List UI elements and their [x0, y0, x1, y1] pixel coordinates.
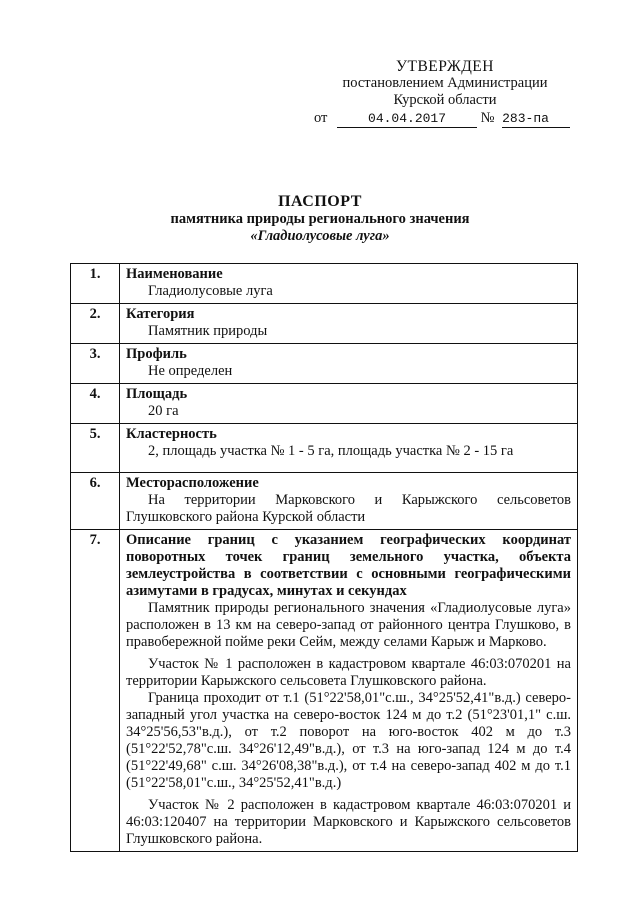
row-heading: Категория [126, 306, 195, 322]
row-value: 2, площадь участка № 1 - 5 га, площадь участка № 2 - 15 га [148, 443, 514, 459]
document-title [0, 193, 640, 245]
approval-line-2: Курской области [393, 92, 497, 108]
table-row [71, 344, 578, 384]
passport-table [70, 263, 578, 852]
row-number: 1. [71, 264, 120, 304]
description-paragraph: Памятник природы регионального значения «Гладиолусовые луга» расположен в 13 км на северо-запад от районного центра Глушково, в правобережной пойме реки Сейм, между селами Карыж и Марково. [126, 600, 571, 650]
title-main: ПАСПОРТ [278, 193, 362, 210]
approval-number: 283-па [502, 110, 570, 128]
number-prefix: № [480, 110, 495, 126]
row-content [120, 473, 578, 530]
table-row [71, 384, 578, 424]
row-value: 20 га [148, 403, 179, 419]
description-paragraph: Участок № 1 расположен в кадастровом квартале 46:03:070201 на территории Карыжского сельсовета Глушковского района. [126, 656, 571, 689]
row-number: 4. [71, 384, 120, 424]
approval-dateline [300, 110, 590, 128]
row-heading: Месторасположение [126, 475, 259, 491]
row-value: Памятник природы [148, 323, 268, 339]
row-value: На территории Марковского и Карыжского сельсоветов Глушковского района Курской области [126, 492, 571, 525]
description-paragraph: Участок № 2 расположен в кадастровом квартале 46:03:070201 и 46:03:120407 на территории Марковского и Карыжского сельсоветов Глушковского района. [126, 797, 571, 847]
table-row [71, 264, 578, 304]
row-heading: Наименование [126, 266, 223, 282]
approval-heading: УТВЕРЖДЕН [396, 58, 494, 75]
table-row [71, 424, 578, 473]
row-number: 2. [71, 304, 120, 344]
row-number: 6. [71, 473, 120, 530]
row-content [120, 424, 578, 473]
row-content [120, 264, 578, 304]
row-content [120, 344, 578, 384]
row-heading: Профиль [126, 346, 187, 362]
approval-line-1: постановлением Администрации [342, 75, 548, 91]
date-prefix: от [314, 110, 328, 126]
row-value: Не определен [148, 363, 233, 379]
row-number: 5. [71, 424, 120, 473]
row-heading: Площадь [126, 386, 188, 402]
approval-date: 04.04.2017 [337, 110, 477, 128]
row-content [120, 530, 578, 852]
row-content [120, 384, 578, 424]
row-content [120, 304, 578, 344]
table-row [71, 304, 578, 344]
row-value: Гладиолусовые луга [148, 283, 273, 299]
description-paragraph: Граница проходит от т.1 (51°22'58,01"с.ш., 34°25'52,41"в.д.) северо-западный угол участка на северо-восток 124 м до т.2 (51°23'01,1" с.ш. 34°25'56,53"в.д.), от т.2 поворот на юго-восток 402 м до т.3 (51°22'52,78"с.ш. 34°26'12,49"в.д.), от т.3 на юго-запад 124 м до т.4 (51°22'49,68" с.ш. 34°26'08,38"в.д.), от т.4 на северо-запад 402 м до т.1 (51°22'58,01"с.ш., 34°25'52,41"в.д.) [126, 690, 571, 791]
row-heading: Кластерность [126, 426, 217, 442]
table-row [71, 473, 578, 530]
row-heading: Описание границ с указанием географических координат поворотных точек границ земельного участка, объекта землеустройства в соответствии с основными географическими азимутами в градусах, минутах и секундах [126, 532, 571, 599]
approval-block [300, 58, 590, 128]
title-name: «Гладиолусовые луга» [250, 228, 390, 244]
row-number: 3. [71, 344, 120, 384]
table-row [71, 530, 578, 852]
row-number: 7. [71, 530, 120, 852]
title-subtitle: памятника природы регионального значения [170, 211, 470, 227]
